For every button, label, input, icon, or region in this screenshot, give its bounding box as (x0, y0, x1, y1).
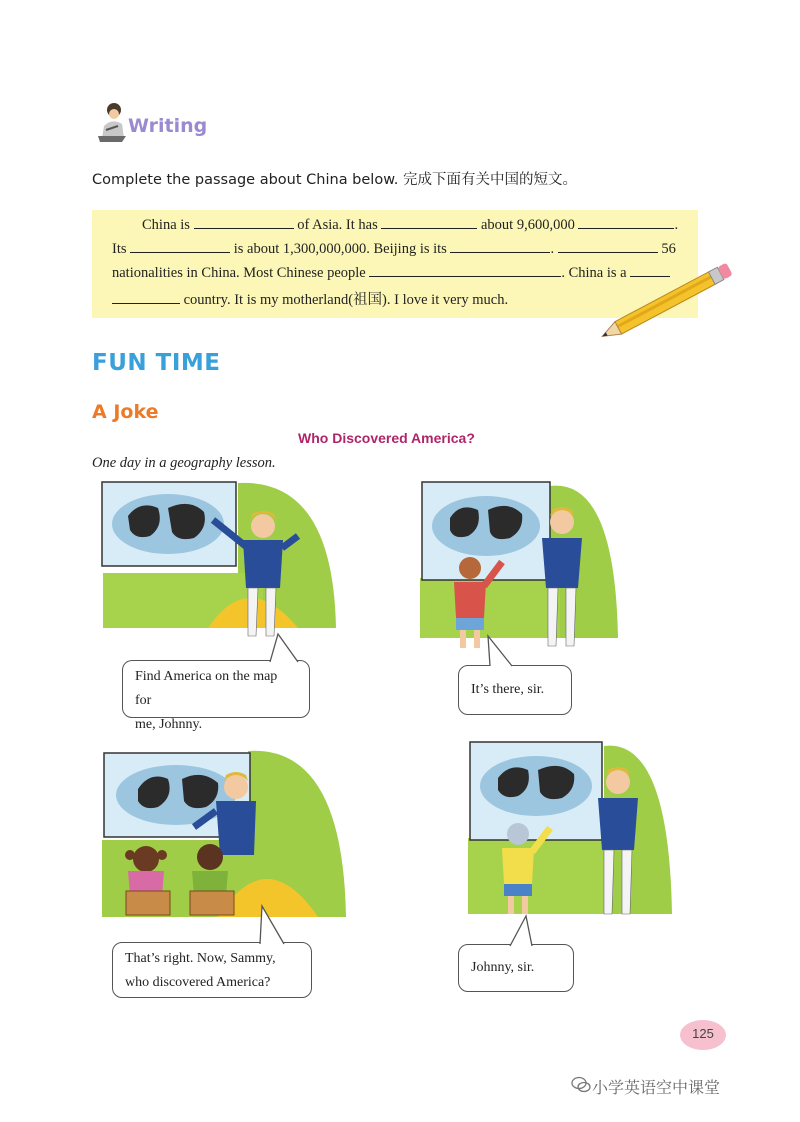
fun-time-heading: FUN TIME (92, 350, 221, 376)
bubble-tail (504, 914, 544, 948)
blank (112, 291, 180, 304)
passage-line-4: country. It is my motherland(祖国). I love it very much. (112, 288, 508, 309)
pencil-icon (590, 262, 740, 344)
blank (450, 240, 550, 253)
blank (369, 264, 561, 277)
bubble-tail (484, 634, 524, 668)
comic-panel-4 (464, 738, 674, 920)
story-intro: One day in a geography lesson. (92, 455, 276, 471)
speech-text-3b: who discovered America? (125, 975, 271, 990)
blank (381, 216, 477, 229)
blank (558, 240, 658, 253)
blank (130, 240, 230, 253)
comic-panel-2 (410, 478, 620, 653)
speech-bubble-3 (112, 942, 312, 998)
speech-bubble-1 (122, 660, 310, 732)
bubble-tail (268, 632, 308, 664)
story-title: Who Discovered America? (298, 430, 475, 446)
comic-panel-1 (98, 478, 338, 638)
speech-text-2: It’s there, sir. (471, 682, 545, 697)
writing-title: Writing (128, 115, 208, 137)
blank (194, 216, 294, 229)
bubble-tail (256, 904, 296, 946)
writing-instruction: Complete the passage about China below. 完成下面有关中国的短文。 (92, 172, 577, 188)
joke-heading: A Joke (92, 401, 159, 423)
speech-text-3a: That’s right. Now, Sammy, (125, 951, 276, 966)
passage-line-2: Its is about 1,300,000,000. Beijing is its . 56 (112, 241, 676, 257)
speech-bubble-2 (458, 665, 572, 715)
wechat-icon (570, 1074, 592, 1096)
comic-panel-3 (98, 745, 348, 923)
speech-bubble-4 (458, 944, 574, 992)
page-number: 125 (692, 1026, 714, 1041)
passage-line-1: China is of Asia. It has about 9,600,000 . (142, 217, 679, 233)
watermark: 小学英语空中课堂 (592, 1078, 721, 1097)
speech-text-1b: me, Johnny. (135, 717, 203, 732)
passage-line-3: nationalities in China. Most Chinese people . China is a (112, 264, 670, 282)
speech-text-1a: Find America on the map for (135, 669, 278, 708)
speech-text-4: Johnny, sir. (471, 960, 535, 975)
blank (578, 216, 674, 229)
